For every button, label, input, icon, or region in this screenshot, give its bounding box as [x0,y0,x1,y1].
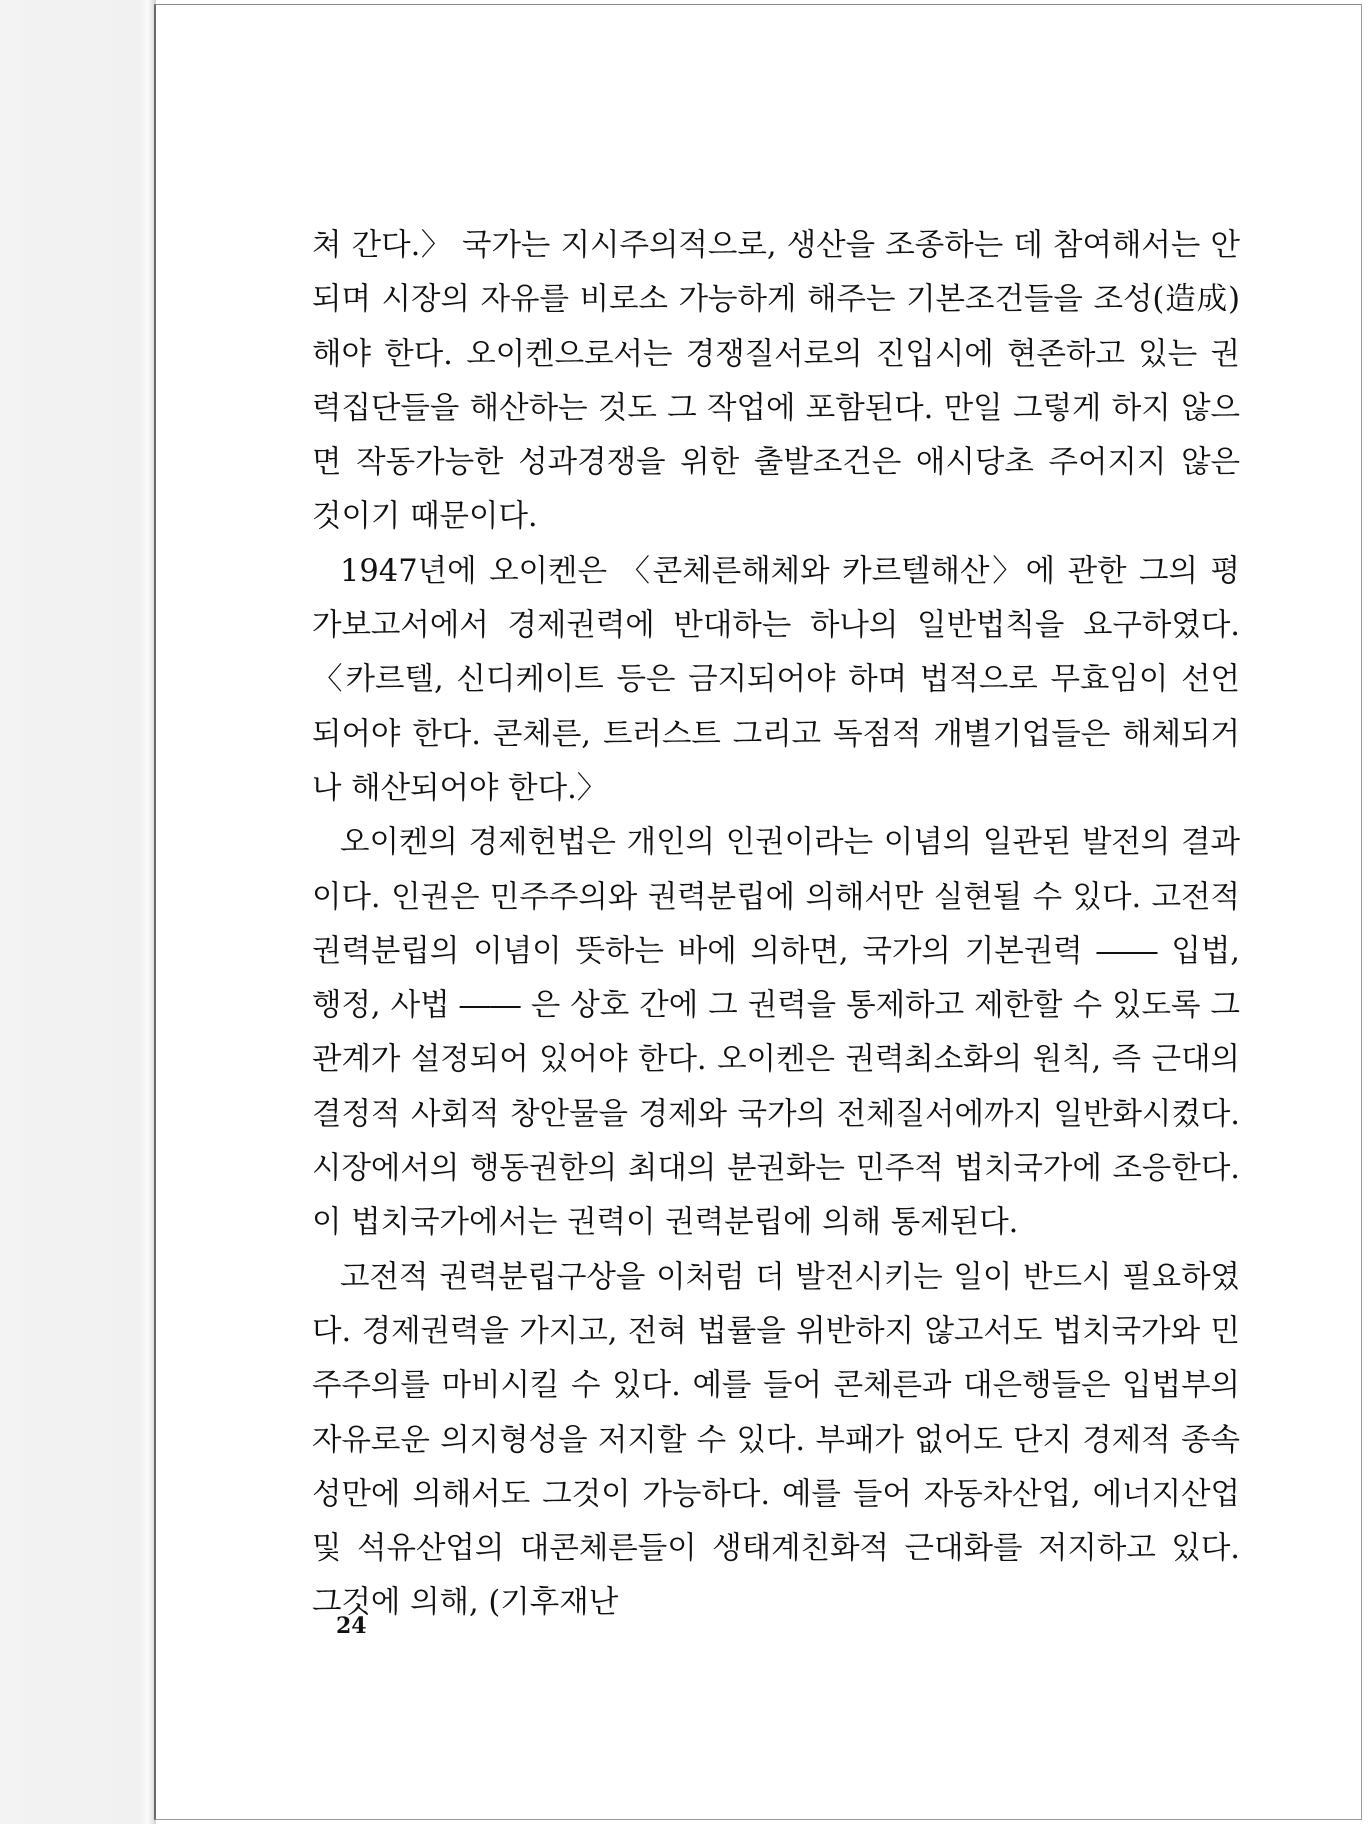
page-number: 24 [336,1613,367,1639]
paragraph-4: 고전적 권력분립구상을 이처럼 더 발전시키는 일이 반드시 필요하였다. 경제권력을 가지고, 전혀 법률을 위반하지 않고서도 법치국가와 민주주의를 마비시킬 수 있다. 예를 들어 콘체른과 대은행들은 입법부의 자유로운 의지형성을 저지할 수 있다. 부패가 없어도 단지 경제적 종속성만에 의해서도 그것이 가능하다. 예를 들어 자동차산업, 에너지산업 및 석유산업의 대콘체른들이 생태계친화적 근대화를 저지하고 있다. 그것에 의해, (기후재난 [312,1259,1240,1621]
paragraph-3: 오이켄의 경제헌법은 개인의 인권이라는 이념의 일관된 발전의 결과이다. 인권은 민주주의와 권력분립에 의해서만 실현될 수 있다. 고전적 권력분립의 이념이 뜻하는 바에 의하면, 국가의 기본권력 ―― 입법, 행정, 사법 ―― 은 상호 간에 그 권력을 통제하고 제한할 수 있도록 그 관계가 설정되어 있어야 한다. 오이켄은 권력최소화의 원칙, 즉 근대의 결정적 사회적 창안물을 경제와 국가의 전체질서에까지 일반화시켰다. 시장에서의 행동권한의 최대의 분권화는 민주적 법치국가에 조응한다. 이 법치국가에서는 권력이 권력분립에 의해 통제된다. [312,825,1240,1241]
paragraph-1: 쳐 간다.〉 국가는 지시주의적으로, 생산을 조종하는 데 참여해서는 안 되며 시장의 자유를 비로소 가능하게 해주는 기본조건들을 조성(造成)해야 한다. 오이켄으로서는 경쟁질서로의 진입시에 현존하고 있는 권력집단들을 해산하는 것도 그 작업에 포함된다. 만일 그렇게 하지 않으면 작동가능한 성과경쟁을 위한 출발조건은 애시당초 주어지지 않은 것이기 때문이다. [312,228,1240,535]
body-text [312,219,1240,1631]
paragraph-2: 1947년에 오이켄은 〈콘체른해체와 카르텔해산〉에 관한 그의 평가보고서에서 경제권력에 반대하는 하나의 일반법칙을 요구하였다. 〈카르텔, 신디케이트 등은 금지되어야 하며 법적으로 무효임이 선언되어야 한다. 콘체른, 트러스트 그리고 독점적 개별기업들은 해체되거나 해산되어야 한다.〉 [312,553,1240,806]
document-page [154,4,1362,1820]
